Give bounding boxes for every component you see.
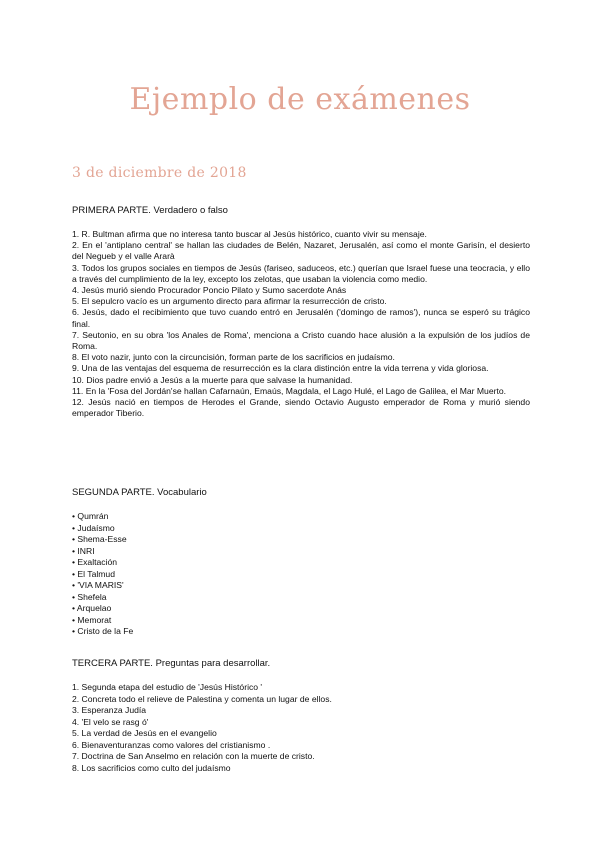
list-item: 5. La verdad de Jesús en el evangelio — [72, 728, 217, 738]
list-item: • Shema-Esse — [72, 534, 127, 544]
list-item: 11. En la 'Fosa del Jordán'se hallan Cafarnaún, Emaús, Magdala, el Lago Hulé, el Lago de Galilea, el Mar Muerto. — [72, 385, 507, 396]
list-item: 9. Una de las ventajas del esquema de resurrección es la clara distinción entre la vida terrena y vida gloriosa. — [72, 363, 489, 374]
list-item: • Shefela — [72, 591, 107, 602]
list-item: • Cristo de la Fe — [72, 626, 134, 636]
list-item: • Exaltación — [72, 557, 118, 567]
list-item: 4. 'El velo se rasg ó' — [72, 716, 149, 727]
list-item: 2. Concreta todo el relieve de Palestina y comenta un lugar de ellos. — [72, 693, 332, 704]
list-item: 8. El voto nazir, junto con la circuncisión, forman parte de los sacrificios en judaísmo. — [72, 352, 395, 363]
list-item: 3. Esperanza Judía — [72, 705, 147, 715]
part-3-heading: TERCERA PARTE. Preguntas para desarrollar. — [72, 658, 271, 669]
part-3-section — [72, 658, 530, 774]
list-item: • 'VIA MARIS' — [72, 580, 124, 590]
list-item: 4. Jesús murió siendo Procurador Poncio Pilato y Sumo sacerdote Anás — [72, 285, 347, 296]
list-item: 1. R. Bultman afirma que no interesa tanto buscar al Jesús histórico, cuanto vivir su mensaje. — [72, 229, 427, 239]
list-item: • El Talmud — [72, 568, 115, 579]
part-2-list — [72, 511, 530, 638]
list-item: 1. Segunda etapa del estudio de 'Jesús Histórico ' — [72, 682, 263, 692]
part-1-heading: PRIMERA PARTE. Verdadero o falso — [72, 205, 228, 216]
exam-date: 3 de diciembre de 2018 — [72, 165, 247, 181]
list-item: 12. Jesús nació en tiempos de Herodes el Grande, siendo Octavio Augusto emperador de Roma y murió siendo emperador Tiberio. — [72, 397, 530, 419]
part-3-list — [72, 682, 530, 774]
list-item: • INRI — [72, 545, 95, 556]
list-item: 3. Todos los grupos sociales en tiempos de Jesús (fariseo, saduceos, etc.) querían que Israel fuese una teocracia, y ello a través del cumplimiento de la ley, excepto los zelotas, que usaban la violencia como medio. — [72, 262, 530, 284]
page-title: Ejemplo de exámenes — [129, 82, 471, 117]
list-item: 10. Dios padre envió a Jesús a la muerte para que salvase la humanidad. — [72, 374, 353, 385]
part-1-section — [72, 205, 530, 419]
list-item: 7. Seutonio, en su obra 'los Anales de Roma', menciona a Cristo cuando hace alusión a la expulsión de los judíos de Roma. — [72, 329, 530, 352]
list-item: 8. Los sacrificios como culto del judaísmo — [72, 762, 231, 773]
list-item: 5. El sepulcro vacío es un argumento directo para afirmar la resurrección de cristo. — [72, 296, 387, 307]
list-item: • Qumrán — [72, 511, 109, 521]
list-item: 2. En el 'antiplano central' se hallan las ciudades de Belén, Nazaret, Jerusalén, así como el monte Garisín, el desierto del Negueb y el valle Ararà — [72, 240, 530, 262]
part-1-list — [72, 229, 530, 419]
part-2-section — [72, 487, 530, 638]
list-item: • Judaísmo — [72, 522, 115, 533]
list-item: • Memorat — [72, 614, 112, 625]
list-item: • Arquelao — [72, 603, 112, 613]
list-item: 7. Doctrina de San Anselmo en relación con la muerte de cristo. — [72, 751, 315, 761]
list-item: 6. Jesús, dado el recibimiento que tuvo cuando entró en Jerusalén ('domingo de ramos'), nunca se esperó su trágico final. — [72, 307, 530, 329]
list-item: 6. Bienaventuranzas como valores del cristianismo . — [72, 739, 271, 750]
part-2-heading: SEGUNDA PARTE. Vocabulario — [72, 487, 207, 498]
